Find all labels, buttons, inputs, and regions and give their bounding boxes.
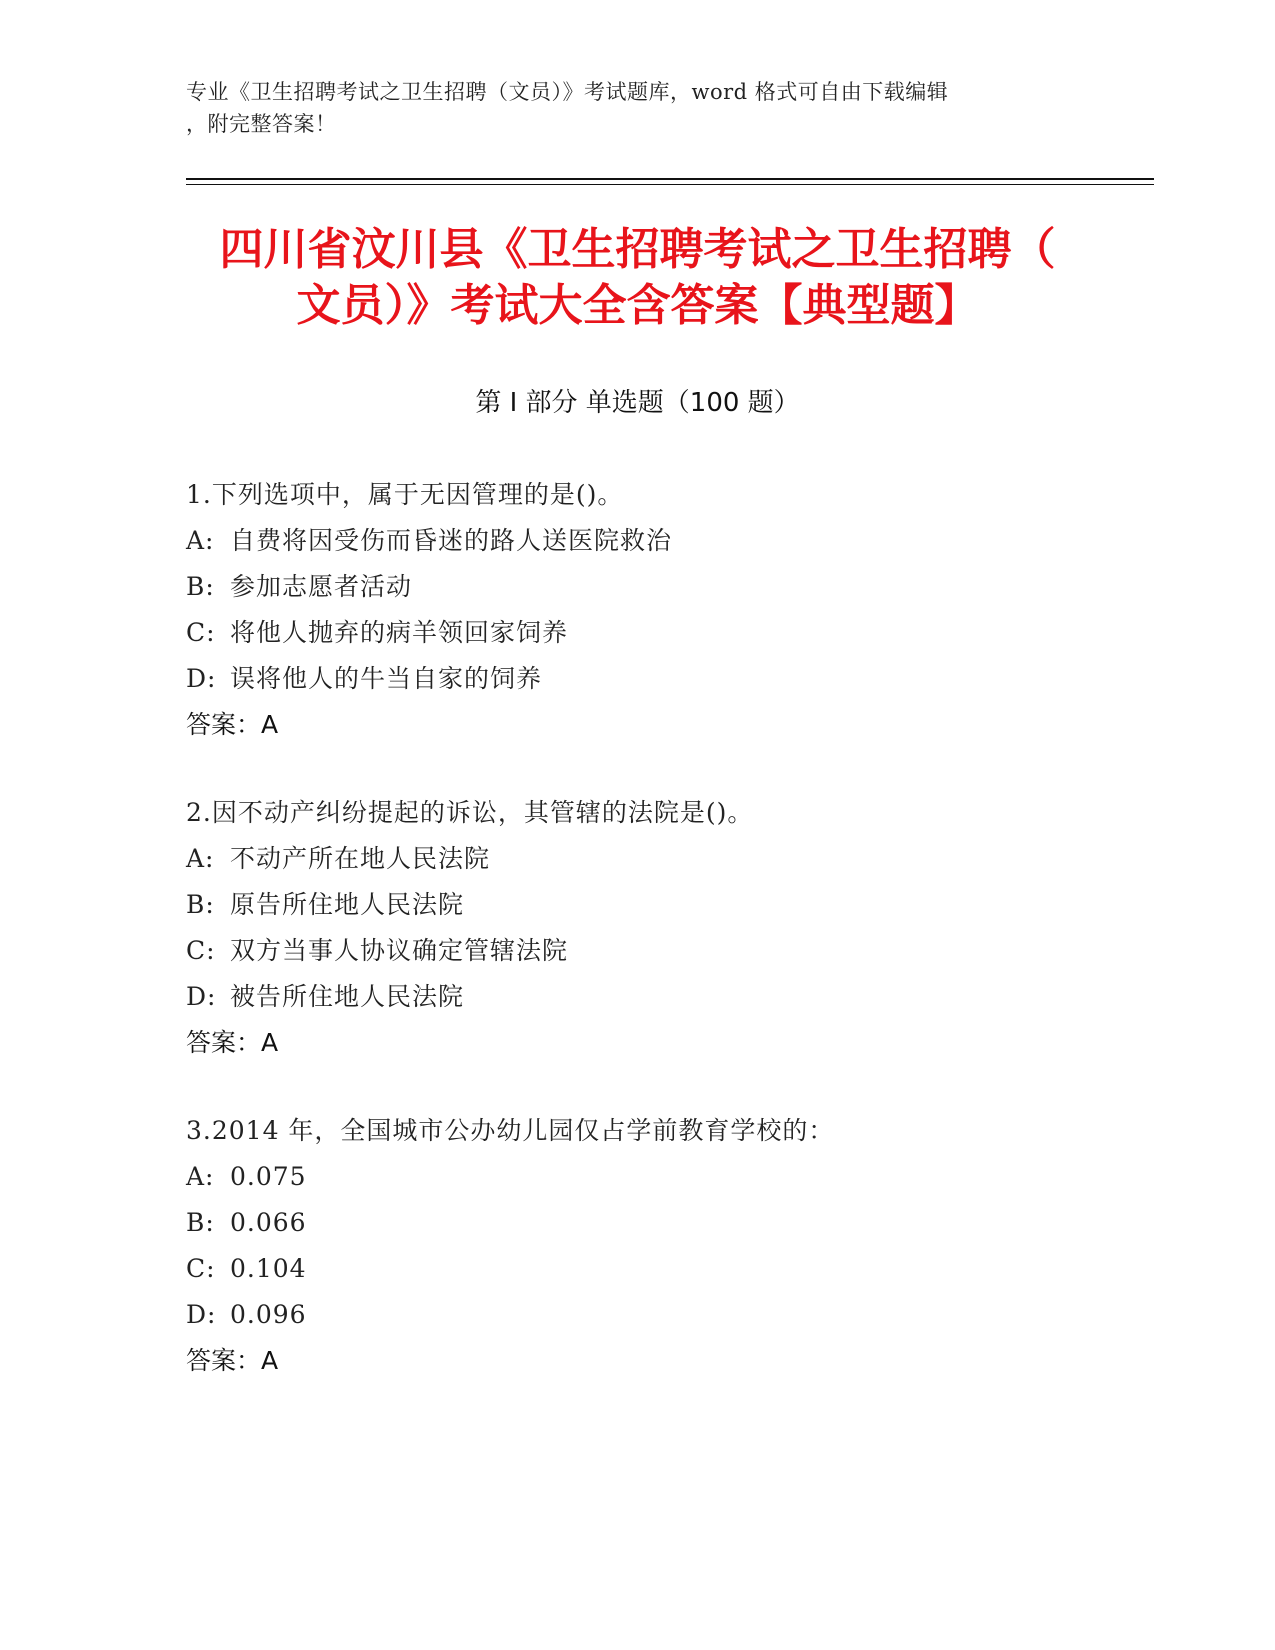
option-b <box>186 882 1146 928</box>
header-note-line-1: 专业《卫生招聘考试之卫生招聘（文员）》考试题库，word 格式可自由下载编辑 <box>186 80 949 104</box>
option-text: 被告所住地人民法院 <box>230 982 465 1011</box>
option-key: B: <box>186 572 215 601</box>
option-text: 参加志愿者活动 <box>230 572 413 601</box>
question-stem: 3.2014 年，全国城市公办幼儿园仅占学前教育学校的： <box>186 1116 835 1145</box>
option-a <box>186 836 1146 882</box>
question-stem: 2.因不动产纠纷提起的诉讼，其管辖的法院是()。 <box>186 798 754 827</box>
option-c <box>186 928 1146 974</box>
question-block <box>186 472 1146 748</box>
option-text: 0.075 <box>230 1162 307 1191</box>
section-title: 第 I 部分 单选题（100 题） <box>475 388 800 418</box>
option-c <box>186 610 1146 656</box>
option-key: C: <box>186 1254 216 1283</box>
answer-line: 答案：A <box>186 1028 279 1057</box>
option-text: 不动产所在地人民法院 <box>230 844 491 873</box>
question-block <box>186 1108 1146 1384</box>
option-c <box>186 1246 1146 1292</box>
option-a <box>186 1154 1146 1200</box>
option-a <box>186 518 1146 564</box>
header-note-line-2: ，附完整答案！ <box>186 112 337 136</box>
question-block <box>186 790 1146 1066</box>
option-d <box>186 974 1146 1020</box>
answer-line: 答案：A <box>186 710 279 739</box>
option-key: C: <box>186 618 216 647</box>
option-key: A: <box>186 844 215 873</box>
header-divider-thin <box>186 184 1154 185</box>
document-title-line-1: 四川省汶川县《卫生招聘考试之卫生招聘（ <box>219 224 1056 275</box>
option-d <box>186 656 1146 702</box>
option-text: 0.066 <box>230 1208 307 1237</box>
document-title-line-2: 文员）》考试大全含答案【典型题】 <box>296 280 979 331</box>
option-key: A: <box>186 526 215 555</box>
option-text: 双方当事人协议确定管辖法院 <box>230 936 569 965</box>
option-d <box>186 1292 1146 1338</box>
option-text: 0.096 <box>230 1300 307 1329</box>
option-b <box>186 1200 1146 1246</box>
option-key: D: <box>186 664 217 693</box>
option-key: A: <box>186 1162 215 1191</box>
option-key: C: <box>186 936 216 965</box>
document-title <box>150 222 1125 334</box>
question-stem: 1.下列选项中，属于无因管理的是()。 <box>186 480 624 509</box>
option-text: 将他人抛弃的病羊领回家饲养 <box>230 618 569 647</box>
option-text: 原告所住地人民法院 <box>230 890 465 919</box>
option-text: 误将他人的牛当自家的饲养 <box>230 664 543 693</box>
option-key: D: <box>186 1300 217 1329</box>
header-divider-thick <box>186 178 1154 180</box>
answer-line: 答案：A <box>186 1346 279 1375</box>
option-text: 自费将因受伤而昏迷的路人送医院救治 <box>230 526 673 555</box>
option-key: B: <box>186 1208 215 1237</box>
option-text: 0.104 <box>230 1254 307 1283</box>
option-b <box>186 564 1146 610</box>
option-key: B: <box>186 890 215 919</box>
option-key: D: <box>186 982 217 1011</box>
header-note <box>186 76 1086 140</box>
